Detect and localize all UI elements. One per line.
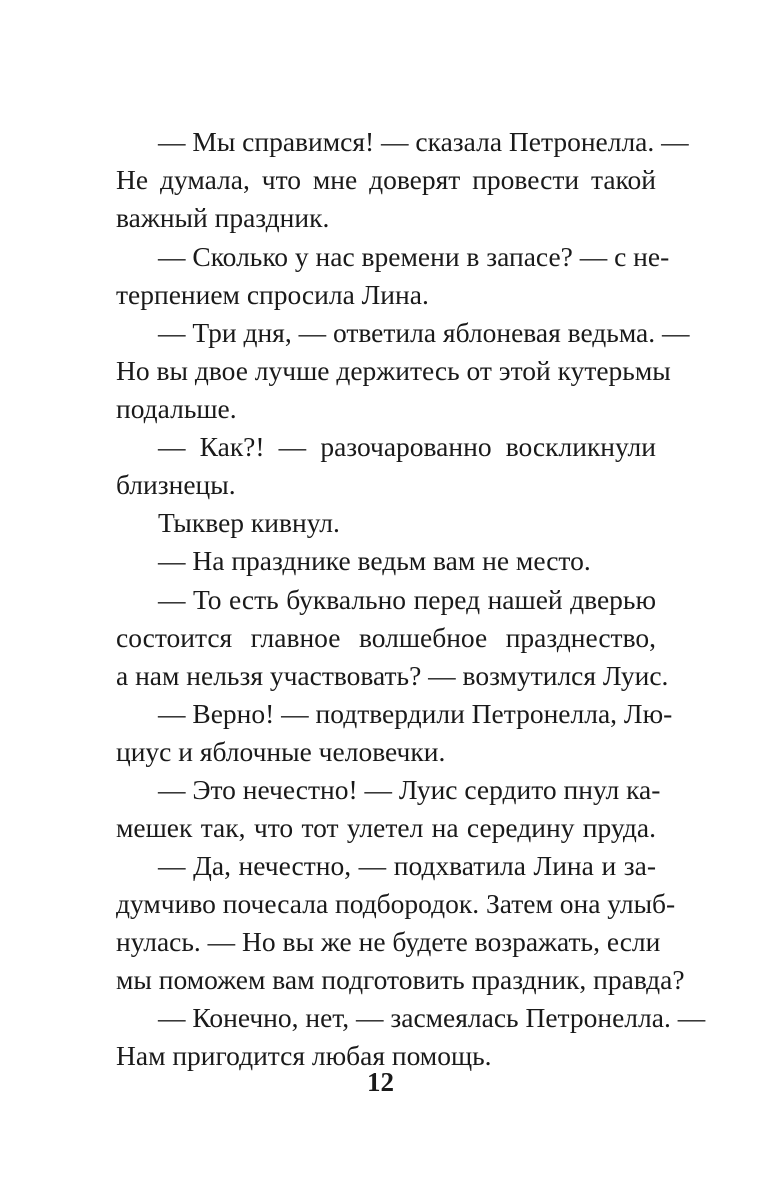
text-line: терпением спросила Лина. bbox=[116, 279, 429, 310]
text-line: Но вы двое лучше держитесь от этой кутерьмы bbox=[116, 355, 671, 386]
page-number: 12 bbox=[367, 1067, 394, 1097]
text-line: — Это нечестно! — Луис сердито пнул ка- bbox=[158, 774, 661, 805]
text-line: важный праздник. bbox=[116, 202, 330, 233]
text-line: — То есть буквально перед нашей дверью bbox=[158, 584, 656, 615]
text-line: а нам нельзя участвовать? — возмутился Луис. bbox=[116, 660, 669, 691]
text-line: нулась. — Но вы же не будете возражать, если bbox=[116, 926, 661, 957]
text-line: — Да, нечестно, — подхватила Лина и за- bbox=[158, 850, 656, 881]
text-line: — Как?! — разочарованно воскликнули bbox=[158, 431, 656, 462]
text-line: близнецы. bbox=[116, 469, 236, 500]
text-line: — На празднике ведьм вам не место. bbox=[158, 545, 591, 576]
text-line: — Конечно, нет, — засмеялась Петронелла. — bbox=[158, 1002, 706, 1033]
text-line: Не думала, что мне доверят провести такой bbox=[116, 164, 656, 195]
text-line: Нам пригодится любая помощь. bbox=[116, 1040, 492, 1071]
text-line: подальше. bbox=[116, 393, 237, 424]
text-line: состоится главное волшебное празднество, bbox=[116, 622, 656, 653]
text-line: — Верно! — подтвердили Петронелла, Лю- bbox=[158, 698, 673, 729]
text-line: — Мы справимся! — сказала Петронелла. — bbox=[158, 126, 689, 157]
text-line: Тыквер кивнул. bbox=[158, 507, 340, 538]
text-line: — Сколько у нас времени в запасе? — с не- bbox=[158, 241, 670, 272]
text-line: — Три дня, — ответила яблоневая ведьма. — bbox=[158, 317, 690, 348]
text-line: циус и яблочные человечки. bbox=[116, 736, 446, 767]
text-line: мы поможем вам подготовить праздник, правда? bbox=[116, 964, 685, 995]
text-line: мешек так, что тот улетел на середину пруда. bbox=[116, 812, 656, 843]
text-line: думчиво почесала подбородок. Затем она улыб- bbox=[116, 888, 676, 919]
